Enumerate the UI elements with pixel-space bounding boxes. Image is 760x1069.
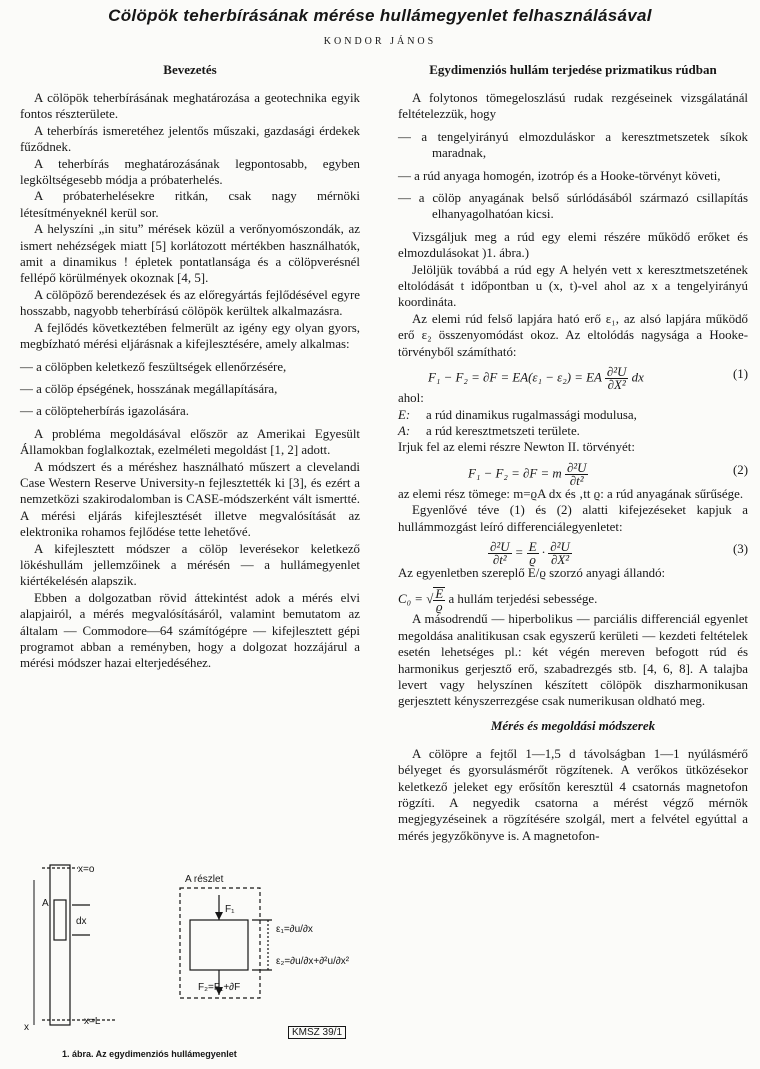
list-item: — a cölöp anyagának belső súrlódásából származó csillapítás elhanyagolhatóan kicsi.	[398, 191, 748, 222]
label-xl: x=L	[84, 1016, 101, 1027]
author: KONDOR JÁNOS	[323, 36, 437, 47]
list-item: — a cölöpteherbírás igazolására.	[20, 404, 189, 419]
equation-2	[398, 456, 748, 486]
c0-denominator: ϱ	[435, 600, 443, 615]
label-section: A részlet	[185, 874, 224, 885]
paragraph: Irjuk fel az elemi részre Newton II. törvényét:	[398, 440, 635, 455]
heading-wave: Egydimenziós hullám terjedése prizmatikus rúdban	[429, 62, 717, 77]
paragraph: Ebben a dolgozatban rövid áttekintést adok a mérés elvi alapjairól, a mérés megvalósításáról, valamint bemutatom az általam — Commodore—64 számítógépre — kifejlesztett gépi programot abban a reményben, hogy a dolgozat hozzájárul a mérési módszer hazai elterjedéséhez.	[20, 590, 360, 671]
paragraph: A teherbírás ismeretéhez jelentős műszaki, gazdasági érdekek fűződnek.	[20, 123, 360, 155]
eq2-number: (2)	[732, 462, 748, 477]
paragraph: A kifejlesztett módszer a cölöp leverésekor keletkező lökéshullám jellemzőinek a mérésén — a hullámegyenlet kiértékelésén alapszik.	[20, 541, 360, 589]
paragraph: A cölöpre a fejtől 1—1,5 d távolságban 1—1 nyúlásmérő bélyeget és gyorsulásmérőt rögzítenek. A verőkos ütközésekor keletkező jeleket egy erősítőn keresztül 4 csatornás magnetofon rögzíti. A negyedik csatorna a mérést végző mérnök megjegyzéseinek a rögzítésére szolgál, mert a felvétel egyúttal a mérés jegyzőkönyve is. A magnetofon-	[398, 746, 748, 843]
eq1-numerator: ∂²U	[606, 365, 627, 380]
list-item: — a cölöp épségének, hosszának megállapítására,	[20, 381, 278, 396]
paragraph: Jelöljük továbbá a rúd egy A helyén vett x keresztmetszetének eltolódását t időpontban u (x, t)-vel ahol az x a tengelyirányú koordináta.	[398, 262, 748, 310]
paragraph: A helyszíni „in situ” mérések közül a verőnyomószondák, az ismert nehézségek miatt [5] korlátozott mértékben használhatók, amit a dinamikus ! épletek pontatlansága és a cölöpverésnél fellépő körülmények okoznak [4, 5].	[20, 222, 360, 286]
label-e1: ε₁=∂u/∂x	[276, 924, 313, 935]
paragraph: A cölöpök teherbírásának meghatározása a geotechnika egyik fontos részterülete.	[20, 91, 360, 122]
def-key: E:	[398, 407, 411, 422]
definition-A	[398, 423, 748, 439]
eq3-n2: E	[528, 539, 537, 554]
equation-3: $\frac{\text{∂²U}}{\text{∂t²}}$ = $\frac{E}{ϱ}$ · $\frac{\text{∂²U}}{\text{∂X²}}$ (3)	[490, 539, 748, 567]
figure-caption: 1. ábra. Az egydimenziós hullámegyenlet	[62, 1049, 237, 1059]
eq1-lhs: F₁ − F₂ = ∂F = EA(ε₁ − ε₂) = EA	[428, 370, 602, 385]
paragraph: A teherbírás meghatározásának legpontosabb, egyben legköltségesebb módja a próbaterhelés.	[20, 156, 360, 188]
eq2-numerator: ∂²U	[566, 460, 587, 475]
definition-E	[398, 407, 748, 423]
equation-1	[398, 360, 748, 393]
paragraph: A fejlődés következtében felmerült az igény egy olyan gyors, megbízható mérési eljárásnak a kifejlesztésére, amely alkalmas:	[20, 320, 360, 352]
eq3-d3: ∂X²	[550, 552, 570, 567]
right-column	[398, 62, 748, 844]
paragraph: Vizsgáljuk meg a rúd egy elemi részére működő erőket és elmozdulásokat )1. ábra.)	[398, 229, 748, 261]
paragraph: A cölöpöző berendezések és az előregyártás fejlődésével egyre hosszabb, nagyobb teherbírású cölöpök kerültek alkalmazásra.	[20, 287, 360, 319]
pile-shape	[50, 865, 70, 1025]
c0-lhs: C₀ =	[398, 592, 424, 607]
eq1-denominator: ∂X²	[607, 378, 626, 393]
left-column	[20, 62, 360, 672]
label-e2: ε₂=∂u/∂x+∂²u/∂x²	[276, 956, 350, 967]
list-item: — a cölöpben keletkező feszültségek ellenőrzésére,	[20, 359, 287, 374]
eq3-number: (3)	[732, 541, 748, 556]
ahol-label: ahol:	[398, 391, 424, 406]
label-A: A	[42, 898, 49, 909]
eq2-denominator: ∂t²	[569, 473, 584, 488]
eq2-lhs: F₁ − F₂ = ∂F = m	[468, 466, 562, 481]
paragraph: A másodrendű — hiperbolikus — parciális differenciál egyenlet megoldása analitikusan csak egyszerű kerületi — kezdeti feltételek esetén lehetséges pl.: két végén mereven befogott rúd és harmonikus gerjesztő erő, szabadrezgés stb. [4, 6, 8]. A talajba levert vagy helyszínen készített cölöpök diszharmonikusan gerjesztett kényszerrezgése csak numerikusan oldható meg.	[398, 612, 748, 709]
paragraph: Az elemi rúd felső lapjára ható erő ε₁, az alsó lapjára működő erő ε₂ összenyomódást okoz. Az eltolódás nagysága a Hooke-törvényből számítható:	[398, 311, 748, 359]
label-F1: F₁	[225, 904, 235, 915]
eq3-n3: ∂²U	[550, 539, 570, 554]
eq3-d1: ∂t²	[492, 552, 507, 567]
eq3-d2: ϱ	[529, 552, 536, 567]
list-item: — a rúd anyaga homogén, izotróp és a Hooke-törvényt követi,	[398, 168, 721, 183]
paragraph: az elemi rész tömege: m=ϱA dx és ‚tt ϱ: a rúd anyagának sűrűsége.	[398, 486, 744, 501]
paragraph: A folytonos tömegeloszlású rudak rezgéseinek vizsgálatánál feltételezzük, hogy	[398, 91, 748, 122]
c0-numerator: E	[435, 587, 444, 602]
paper-title: Cölöpök teherbírásának mérése hullámegyenlet felhasználásával	[108, 6, 652, 25]
eq1-tail: dx	[631, 370, 644, 385]
def-text: a rúd keresztmetszeti területe.	[426, 423, 580, 438]
list-item: — a tengelyirányú elmozduláskor a keresztmetszetek síkok maradnak,	[398, 129, 748, 161]
equation-c0: C₀ = √ $\frac{E}{ϱ}$ a hullám terjedési sebessége.	[398, 587, 598, 615]
paragraph: A próbaterhelésekre ritkán, csak nagy mérnöki létesítményeknél kerül sor.	[20, 189, 360, 220]
label-x0: x=o	[78, 864, 95, 875]
heading-introduction: Bevezetés	[163, 62, 217, 77]
paragraph: Egyenlővé téve (1) és (2) alatti kifejezéseket kapjuk a hullámmozgást leíró differenciálegyenletet:	[398, 503, 748, 534]
eq1-number: (1)	[732, 367, 748, 382]
heading-methods: Mérés és megoldási módszerek	[490, 717, 656, 733]
label-F2: F₂=F₁+∂F	[198, 982, 241, 993]
label-x: x	[24, 1022, 29, 1033]
c0-text: a hullám terjedési sebessége.	[448, 592, 598, 607]
paragraph: A probléma megoldásával először az Amerikai Egyesült Államokban foglalkoztak, ezelméleti megoldást [1, 2] adott.	[20, 426, 360, 458]
label-dx: dx	[76, 916, 87, 927]
def-text: a rúd dinamikus rugalmassági modulusa,	[426, 407, 637, 422]
paragraph: Az egyenletben szereplő E/ϱ szorzó anyagi állandó:	[398, 565, 666, 580]
def-key: A:	[398, 423, 411, 438]
eq3-n1: ∂²U	[490, 539, 510, 554]
paragraph: A módszert és a méréshez használható műszert a clevelandi Case Western Reserve University-n fejlesztették ki [3], és ezért a nemzetközi szakirodalomban is CASE-módszerként vált ismertté. A mérési eljárás kifejlesztését illetve megvalósítását az elektronika rohamos fejlődése tette lehetővé.	[20, 459, 360, 540]
figure-stamp: KMSZ 39/1	[288, 1026, 346, 1039]
